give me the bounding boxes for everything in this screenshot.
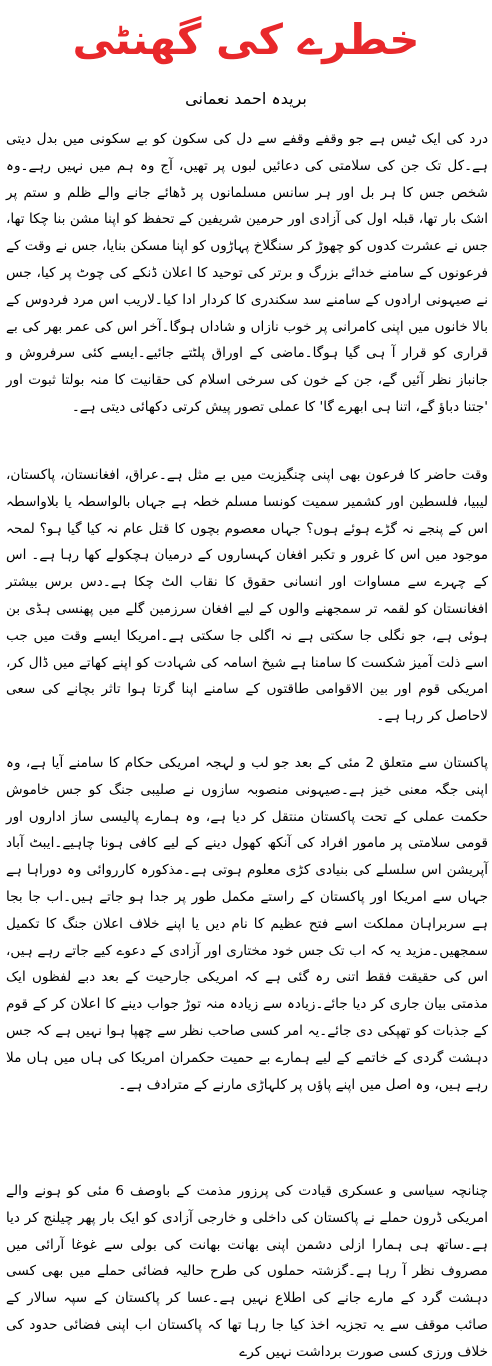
article-byline: بریدہ احمد نعمانی	[185, 89, 307, 108]
article-paragraph: پاکستان سے متعلق 2 مئی کے بعد جو لب و لہجہ امریکی حکام کا سامنے آیا ہے، وہ اپنی جگہ معنی خیز ہے۔صیہونی منصوبہ سازوں نے صلیبی جنگ کو جس خاموش حکمت عملی کے تحت پاکستان منتقل کر دیا ہے، وہ ہمارے پالیسی ساز اداروں اور قومی سلامتی پر مامور افراد کی آنکھ کھول دینے کے لیے کافی ہونا چاہیے۔ایبٹ آباد آپریشن اس سلسلے کی بنیادی کڑی معلوم ہوتی ہے۔مذکورہ کارروائی وہ دوراہا ہے جہاں سے امریکا اور پاکستان کے راستے مکمل طور پر جدا ہو جاتے ہیں۔اب جا بجا ہے سربراہان مملکت اسے فتح عظیم کا نام دیں یا اپنے خلاف اعلان جنگ کا تکمیل سمجھیں۔مزید یہ کہ اب تک جس خود مختاری اور آزادی کے دعوے کیے جاتے رہے ہیں، اس کی حقیقت فقط اتنی رہ گئی ہے کہ امریکی جارحیت کے بعد دبے لفظوں ایک مذمتی بیان جاری کر دیا جائے۔زیادہ سے زیادہ منہ توڑ جواب دینے کا اعلان کر کے قوم کے جذبات کو تھپکی دی جائے۔یہ امر کسی صاحب نظر سے چھپا ہوا نہیں ہے کہ جس دہشت گردی کے خاتمے کے لیے ہمارے بے حمیت حکمران امریکا کی ہاں میں ہاں ملا رہے ہیں، وہ اصل میں اپنے پاؤں پر کلہاڑی مارنے کے مترادف ہے۔	[6, 755, 489, 1093]
article-paragraph: وقت حاضر کا فرعون بھی اپنی چنگیزیت میں بے مثل ہے۔عراق، افغانستان، پاکستان، لیبیا، فلسطین اور کشمیر سمیت کونسا مسلم خطہ ہے جہاں بالواسطہ یا بلاواسطہ اس کے پنجے نہ گڑے ہوئے ہوں؟ جہاں معصوم بچوں کا قتل عام نہ کیا گیا ہو؟ لمحہ موجود میں اس کا غرور و تکبر افغان کہساروں کے درمیان ہچکولے کھا رہا ہے۔ اس کے چہرے سے مساوات اور انسانی حقوق کا نقاب الٹ چکا ہے۔دس برس بیشتر افغانستان کو لقمہ تر سمجھنے والوں کے لیے افغان سرزمین گلے میں پھنسی ہڈی بن ہوئی ہے، جو نگلی جا سکتی ہے نہ اگلی جا سکتی ہے۔امریکا ایسے وقت میں جب اسے ذلت آمیز شکست کا سامنا ہے شیخ اسامہ کی شہادت کو اپنے کھاتے میں ڈال کر، امریکی قوم اور بین الاقوامی طاقتوں کے سامنے اپنا گرتا ہوا تاثر بچانے کی سعی لاحاصل کر رہا ہے۔	[6, 467, 488, 725]
article-paragraph: چنانچہ سیاسی و عسکری قیادت کی پرزور مذمت کے باوصف 6 مئی کو ہونے والے امریکی ڈرون حملے نے پاکستان کی داخلی و خارجی آزادی کو ایک بار پھر چیلنج کر دیا ہے۔ساتھ ہی ہمارا ازلی دشمن اپنی بھانت بھانت کی بولی سے غوغا آرائی میں مصروف نظر آ رہا ہے۔گزشتہ حملوں کی طرح حالیہ فضائی حملے میں بھی کسی دہشت گرد کے مارے جانے کی اطلاع نہیں ہے۔عسا کر پاکستان کے سپہ سالار کے صائب موقف سے یہ تجزیہ اخذ کیا جا رہا تھا کہ پاکستان اب اپنی فضائی حدود کی خلاف ورزی کسی صورت برداشت نہیں کرے	[6, 1183, 488, 1360]
article-paragraph: درد کی ایک ٹیس ہے جو وقفے وقفے سے دل کی سکون کو بے سکونی میں بدل دیتی ہے۔کل تک جن کی سلامتی کی دعائیں لبوں پر تھیں، آج وہ ہم میں نہیں رہے۔وہ شخص جس کا ہر بل اور ہر سانس مسلمانوں پر ڈھائے جانے والے ظلم و ستم پر اشک بار تھا، قبلہ اول کی آزادی اور حرمین شریفین کے تحفظ کو اپنا مشن بنا چکا تھا، جس نے عشرت کدوں کو چھوڑ کر سنگلاخ پہاڑوں کو اپنا مسکن بنایا، جس نے وقت کے فرعونوں کے سامنے خدائے بزرگ و برتر کی توحید کا اعلان ڈنکے کی چوٹ پر کیا، جس نے صیہونی ارادوں کے سامنے سد سکندری کا کردار ادا کیا۔لاریب اس مرد فردوس کے بالا خانوں میں اپنی کامرانی پر خوب نازاں و شاداں ہوگا۔آخر اس کی عمر بھر کی بے قراری کو قرار آ ہی گیا ہوگا۔ماضی کے اوراق پلٹتے جائیے۔ایسے کئی سرفروش و جانباز نظر آئیں گے، جن کے خون کی سرخی اسلام کی حقانیت کا منہ بولتا ثبوت اور 'جتنا دباؤ گے، اتنا ہی ابھرے گا' کا عملی تصور پیش کرتی دکھائی دیتی ہے۔	[6, 131, 488, 415]
article-headline: خطرے کی گھنٹی	[72, 15, 420, 64]
article-body	[6, 126, 489, 1360]
